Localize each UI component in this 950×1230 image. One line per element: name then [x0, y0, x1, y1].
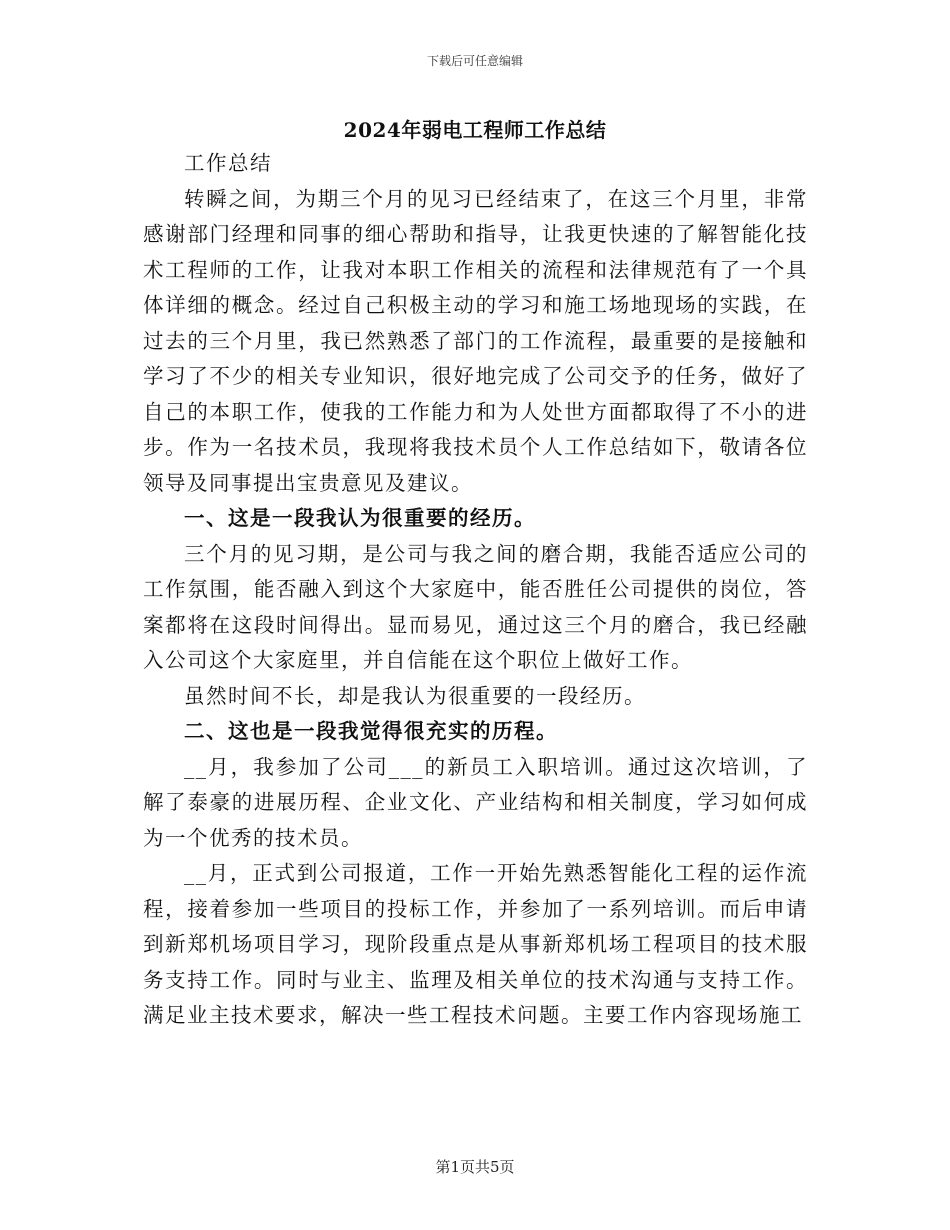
paragraph: __月，我参加了公司___的新员工入职培训。通过这次培训，了解了泰豪的进展历程、企业文化、产业结构和相关制度，学习如何成为一个优秀的技术员。 [143, 754, 808, 850]
section-heading: 一、这是一段我认为很重要的经历。 [184, 506, 536, 530]
paragraph: 工作总结 [184, 151, 272, 175]
paragraph: __月，正式到公司报道，工作一开始先熟悉智能化工程的运作流程，接着参加一些项目的投标工作，并参加了一系列培训。而后申请到新郑机场项目学习，现阶段重点是从事新郑机场工程项目的技术服务支持工作。同时与业主、监理及相关单位的技术沟通与支持工作。满足业主技术要求，解决一些工程技术问题。主要工作内容现场施工 [143, 861, 808, 1027]
document-body [143, 146, 808, 1034]
page-number-footer: 第1页共5页 [435, 1158, 515, 1176]
header-note: 下载后可任意编辑 [426, 54, 523, 68]
paragraph: 虽然时间不长，却是我认为很重要的一段经历。 [184, 683, 646, 708]
paragraph: 转瞬之间，为期三个月的见习已经结束了，在这三个月里，非常感谢部门经理和同事的细心帮助和指导，让我更快速的了解智能化技术工程师的工作，让我对本职工作相关的流程和法律规范有了一个具体详细的概念。经过自己积极主动的学习和施工场地现场的实践，在过去的三个月里，我已然熟悉了部门的工作流程，最重要的是接触和学习了不少的相关专业知识，很好地完成了公司交予的任务，做好了自己的本职工作，使我的工作能力和为人处世方面都取得了不小的进步。作为一名技术员，我现将我技术员个人工作总结如下，敬请各位领导及同事提出宝贵意见及建议。 [143, 186, 808, 495]
section-heading: 二、这也是一段我觉得很充实的历程。 [184, 719, 558, 743]
document-title: 2024年弱电工程师工作总结 [343, 118, 607, 142]
paragraph: 三个月的见习期，是公司与我之间的磨合期，我能否适应公司的工作氛围，能否融入到这个大家庭中，能否胜任公司提供的岗位，答案都将在这段时间得出。显而易见，通过这三个月的磨合，我已经融入公司这个大家庭里，并自信能在这个职位上做好工作。 [143, 541, 808, 672]
